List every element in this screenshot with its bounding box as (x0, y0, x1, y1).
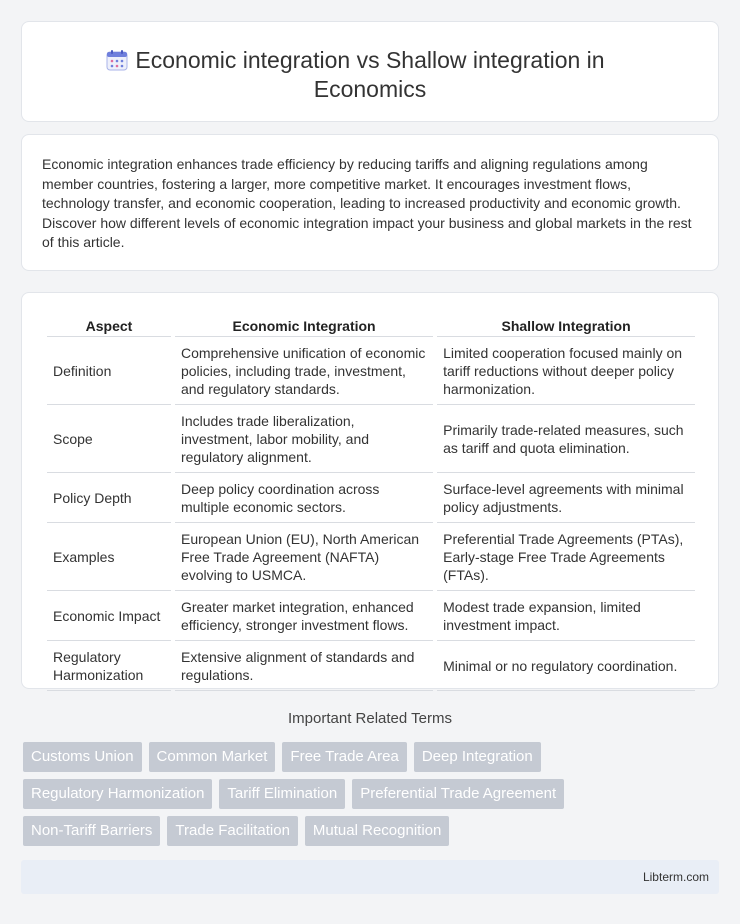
tag-deep-integration[interactable]: Deep Integration (414, 742, 541, 772)
shallow-cell: Limited cooperation focused mainly on tariff reductions without deeper policy harmonization. (437, 337, 695, 405)
aspect-cell: Regulatory Harmonization (47, 641, 171, 691)
header-economic-integration: Economic Integration (175, 315, 433, 337)
intro-paragraph: Economic integration enhances trade efficiency by reducing tariffs and aligning regulations among member countries, fostering a larger, more competitive market. It encourages investment flows, technology transfer, and economic cooperation, leading to increased productivity and economic growth. Discover how different levels of economic integration impact your business and global markets in the rest of this article. (42, 156, 692, 251)
economic-cell: Extensive alignment of standards and regulations. (175, 641, 433, 691)
aspect-cell: Policy Depth (47, 473, 171, 523)
tag-mutual-recognition[interactable]: Mutual Recognition (305, 816, 449, 846)
table-row (47, 523, 695, 591)
tag-row (23, 742, 613, 772)
tag-regulatory-harmonization[interactable]: Regulatory Harmonization (23, 779, 212, 809)
header-shallow-integration: Shallow Integration (437, 315, 695, 337)
shallow-cell: Surface-level agreements with minimal policy adjustments. (437, 473, 695, 523)
shallow-cell: Modest trade expansion, limited investment impact. (437, 591, 695, 641)
tag-free-trade-area[interactable]: Free Trade Area (282, 742, 406, 772)
shallow-cell: Minimal or no regulatory coordination. (437, 641, 695, 691)
related-terms-title: Important Related Terms (288, 710, 452, 727)
aspect-cell: Economic Impact (47, 591, 171, 641)
table-row (47, 405, 695, 473)
aspect-cell: Examples (47, 523, 171, 591)
table-row (47, 641, 695, 691)
tag-non-tariff-barriers[interactable]: Non-Tariff Barriers (23, 816, 160, 846)
table-row (47, 337, 695, 405)
table-header-row (47, 315, 695, 337)
footer (21, 860, 719, 894)
tag-preferential-trade-agreement[interactable]: Preferential Trade Agreement (352, 779, 564, 809)
comparison-table-card (21, 292, 719, 689)
intro-card (21, 134, 719, 271)
economic-cell: Greater market integration, enhanced efficiency, stronger investment flows. (175, 591, 433, 641)
tag-customs-union[interactable]: Customs Union (23, 742, 142, 772)
economic-cell: Deep policy coordination across multiple economic sectors. (175, 473, 433, 523)
table-row (47, 473, 695, 523)
tag-trade-facilitation[interactable]: Trade Facilitation (167, 816, 298, 846)
related-terms (23, 742, 613, 853)
aspect-cell: Definition (47, 337, 171, 405)
title-card (21, 21, 719, 122)
tag-row (23, 779, 613, 809)
economic-cell: European Union (EU), North American Free Trade Agreement (NAFTA) evolving to USMCA. (175, 523, 433, 591)
shallow-cell: Primarily trade-related measures, such as tariff and quota elimination. (437, 405, 695, 473)
header-aspect: Aspect (47, 315, 171, 337)
table-row (47, 591, 695, 641)
economic-cell: Includes trade liberalization, investment, labor mobility, and regulatory alignment. (175, 405, 433, 473)
economic-cell: Comprehensive unification of economic policies, including trade, investment, and regulatory standards. (175, 337, 433, 405)
comparison-table (43, 315, 699, 691)
tag-tariff-elimination[interactable]: Tariff Elimination (219, 779, 345, 809)
footer-site-link[interactable]: Libterm.com (642, 870, 709, 884)
tag-row (23, 816, 613, 846)
tag-common-market[interactable]: Common Market (149, 742, 276, 772)
shallow-cell: Preferential Trade Agreements (PTAs), Early-stage Free Trade Agreements (FTAs). (437, 523, 695, 591)
aspect-cell: Scope (47, 405, 171, 473)
page-title: Economic integration vs Shallow integration in Economics (135, 47, 605, 102)
